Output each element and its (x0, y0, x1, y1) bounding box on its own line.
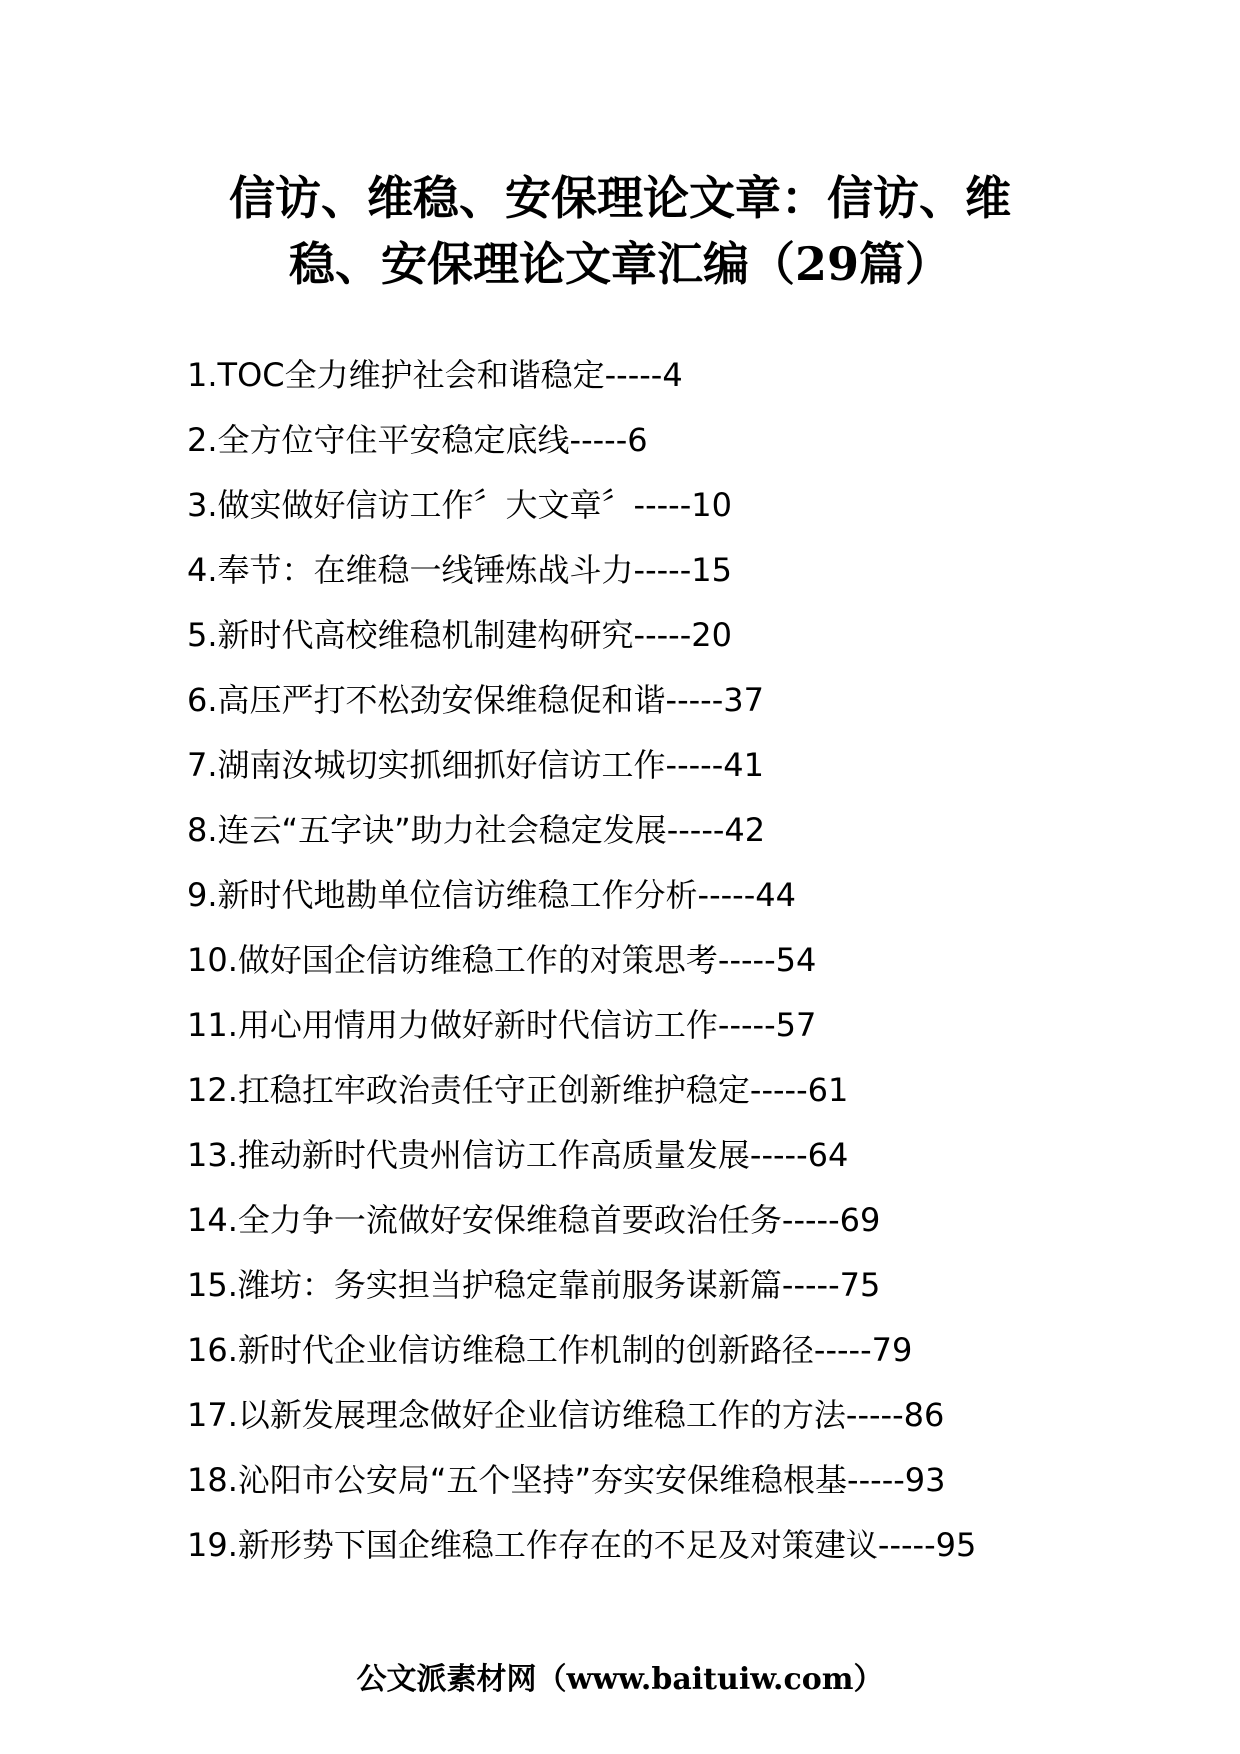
toc-item-3: 3.做实做好信访工作〞大文章〞-----10 (187, 486, 732, 524)
page-footer: 公文派素材网（www.baituiw.com） (356, 1662, 884, 1697)
toc-item-18: 18.沁阳市公安局“五个坚持”夯实安保维稳根基-----93 (187, 1461, 946, 1499)
toc-item-5: 5.新时代高校维稳机制建构研究-----20 (187, 616, 732, 654)
toc-item-11: 11.用心用情用力做好新时代信访工作-----57 (187, 1006, 817, 1044)
toc-item-16: 16.新时代企业信访维稳工作机制的创新路径-----79 (187, 1331, 913, 1369)
toc-item-12: 12.扛稳扛牢政治责任守正创新维护稳定-----61 (187, 1071, 849, 1109)
toc-item-13: 13.推动新时代贵州信访工作高质量发展-----64 (187, 1136, 849, 1174)
toc-item-9: 9.新时代地勘单位信访维稳工作分析-----44 (187, 876, 796, 914)
toc-item-7: 7.湖南汝城切实抓细抓好信访工作-----41 (187, 746, 764, 784)
document-title-line-2: 稳、安保理论文章汇编（29篇） (288, 237, 951, 291)
toc-item-1: 1.TOC全力维护社会和谐稳定-----4 (187, 356, 683, 394)
toc-item-14: 14.全力争一流做好安保维稳首要政治任务-----69 (187, 1201, 881, 1239)
toc-item-2: 2.全方位守住平安稳定底线-----6 (187, 421, 648, 459)
table-of-contents (187, 350, 1147, 1585)
toc-item-6: 6.高压严打不松劲安保维稳促和谐-----37 (187, 681, 764, 719)
document-title-line-1: 信访、维稳、安保理论文章：信访、维 (229, 171, 1011, 225)
toc-item-4: 4.奉节：在维稳一线锤炼战斗力-----15 (187, 551, 732, 589)
toc-item-10: 10.做好国企信访维稳工作的对策思考-----54 (187, 941, 817, 979)
toc-item-17: 17.以新发展理念做好企业信访维稳工作的方法-----86 (187, 1396, 945, 1434)
toc-item-19: 19.新形势下国企维稳工作存在的不足及对策建议-----95 (187, 1526, 977, 1564)
toc-item-8: 8.连云“五字诀”助力社会稳定发展-----42 (187, 811, 766, 849)
toc-item-15: 15.潍坊：务实担当护稳定靠前服务谋新篇-----75 (187, 1266, 881, 1304)
